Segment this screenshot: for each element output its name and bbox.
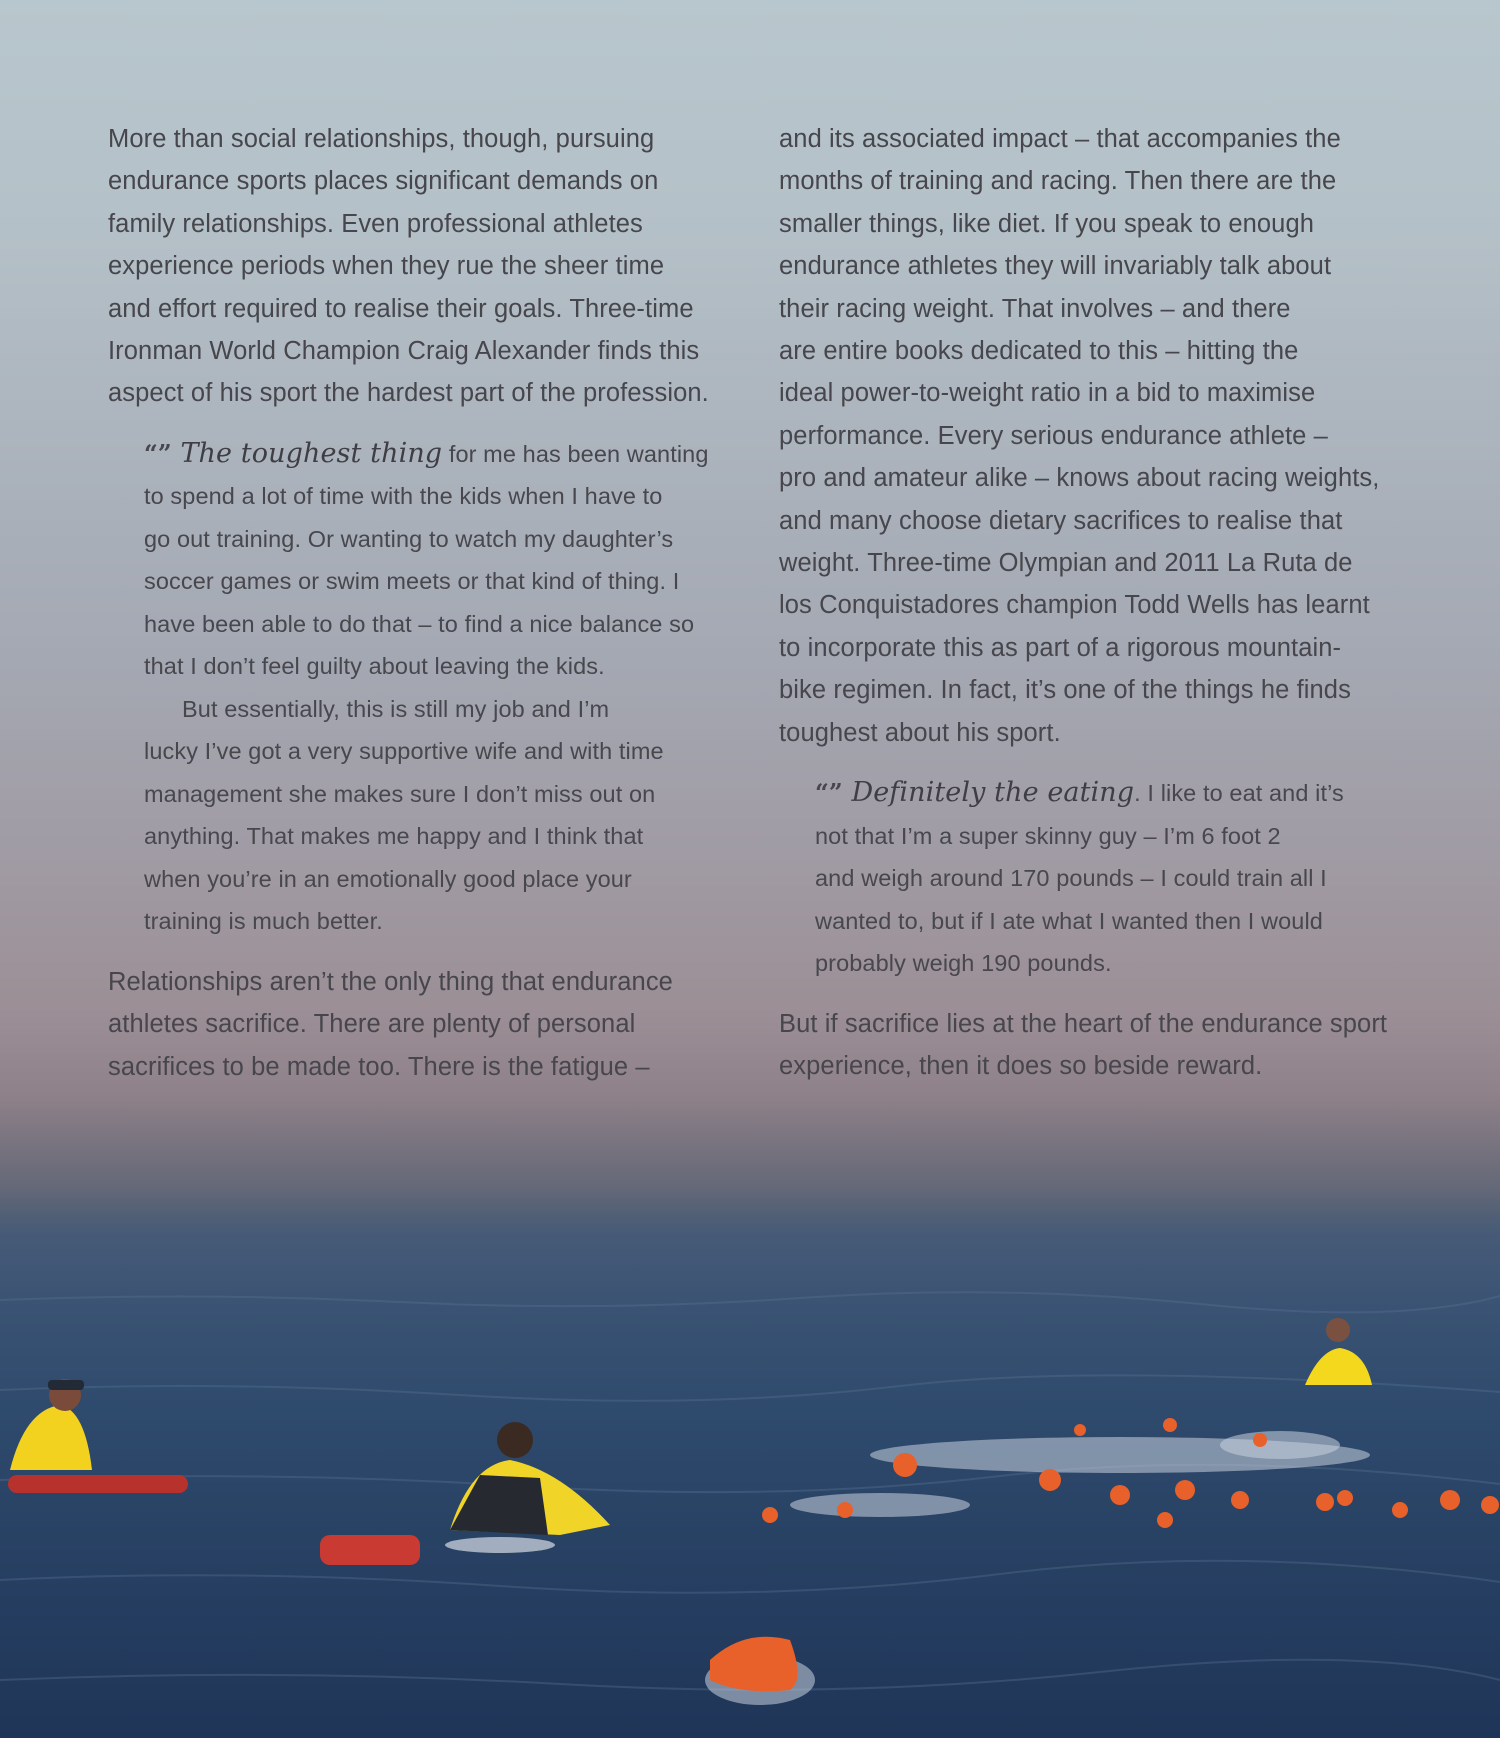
text-line: Ironman World Champion Craig Alexander finds this bbox=[108, 337, 700, 366]
text-line: More than social relationships, though, pursuing bbox=[108, 125, 655, 153]
text-line: ideal power-to-weight ratio in a bid to maximise bbox=[779, 379, 1316, 408]
text-line: months of training and racing. Then there are the bbox=[779, 167, 1337, 196]
text-line: endurance sports places significant demands on bbox=[108, 167, 659, 196]
text-line: experience, then it does so beside reward. bbox=[779, 1052, 1263, 1080]
quote-mark-icon: “” bbox=[815, 778, 843, 808]
text-line: Relationships aren’t the only thing that endurance bbox=[108, 967, 673, 996]
text-line: endurance athletes they will invariably talk about bbox=[779, 252, 1332, 281]
text-line: athletes sacrifice. There are plenty of personal bbox=[108, 1010, 636, 1039]
text-line: family relationships. Even professional athletes bbox=[108, 209, 643, 238]
text-line: to incorporate this as part of a rigorous mountain- bbox=[779, 633, 1342, 662]
text-line: experience periods when they rue the sheer time bbox=[108, 252, 665, 281]
text-line: lucky I’ve got a very supportive wife and with time bbox=[144, 738, 664, 765]
text-line: soccer games or swim meets or that kind of thing. I bbox=[144, 568, 680, 595]
text-line: pro and amateur alike – knows about racing weights, bbox=[779, 464, 1380, 493]
text-line: and many choose dietary sacrifices to realise that bbox=[779, 506, 1343, 535]
text-line: to spend a lot of time with the kids when I have to bbox=[144, 483, 663, 510]
text-line: not that I’m a super skinny guy – I’m 6 foot 2 bbox=[815, 822, 1281, 849]
text-line: . I like to eat and it’s bbox=[1134, 780, 1344, 807]
right-paragraph-2 bbox=[779, 1003, 1409, 1088]
text-line: management she makes sure I don’t miss out on bbox=[144, 780, 656, 807]
text-line: performance. Every serious endurance athlete – bbox=[779, 421, 1328, 450]
text-line: have been able to do that – to find a nice balance so bbox=[144, 610, 695, 637]
quote-lead: Definitely the eating bbox=[851, 777, 1135, 809]
text-line: smaller things, like diet. If you speak to enough bbox=[779, 209, 1315, 238]
text-line: anything. That makes me happy and I think that bbox=[144, 823, 644, 850]
text-line: wanted to, but if I ate what I wanted then I would bbox=[815, 907, 1323, 934]
text-line: go out training. Or wanting to watch my daughter’s bbox=[144, 525, 674, 552]
left-column bbox=[108, 118, 748, 1088]
quote-lead: The toughest thing bbox=[180, 437, 443, 469]
text-line: and effort required to realise their goals. Three-time bbox=[108, 294, 694, 323]
text-line: for me has been wanting bbox=[442, 440, 709, 467]
text-line: that I don’t feel guilty about leaving the kids. bbox=[144, 653, 605, 680]
quote-mark-icon: “” bbox=[144, 438, 172, 468]
text-line: training is much better. bbox=[144, 908, 383, 935]
left-paragraph-1 bbox=[108, 118, 748, 415]
text-line: weight. Three-time Olympian and 2011 La Ruta de bbox=[779, 549, 1353, 578]
text-line: their racing weight. That involves – and there bbox=[779, 294, 1291, 323]
text-line: aspect of his sport the hardest part of the profession. bbox=[108, 379, 709, 408]
craig-alexander-quote bbox=[144, 433, 748, 943]
left-paragraph-2 bbox=[108, 961, 748, 1088]
todd-wells-quote bbox=[815, 772, 1409, 985]
text-line: sacrifices to be made too. There is the fatigue – bbox=[108, 1052, 650, 1081]
text-line: probably weigh 190 pounds. bbox=[815, 950, 1112, 977]
text-line: and its associated impact – that accompanies the bbox=[779, 125, 1341, 153]
text-line: But if sacrifice lies at the heart of the endurance sport bbox=[779, 1009, 1388, 1038]
right-column bbox=[779, 118, 1409, 1087]
text-line: and weigh around 170 pounds – I could train all I bbox=[815, 865, 1327, 892]
text-line: are entire books dedicated to this – hitting the bbox=[779, 337, 1299, 366]
text-line: But essentially, this is still my job and I’m bbox=[182, 695, 610, 722]
text-line: when you’re in an emotionally good place your bbox=[144, 865, 632, 892]
text-line: bike regimen. In fact, it’s one of the things he finds bbox=[779, 676, 1351, 705]
right-paragraph-1 bbox=[779, 118, 1409, 754]
text-line: toughest about his sport. bbox=[779, 718, 1061, 747]
text-line: los Conquistadores champion Todd Wells has learnt bbox=[779, 591, 1370, 620]
